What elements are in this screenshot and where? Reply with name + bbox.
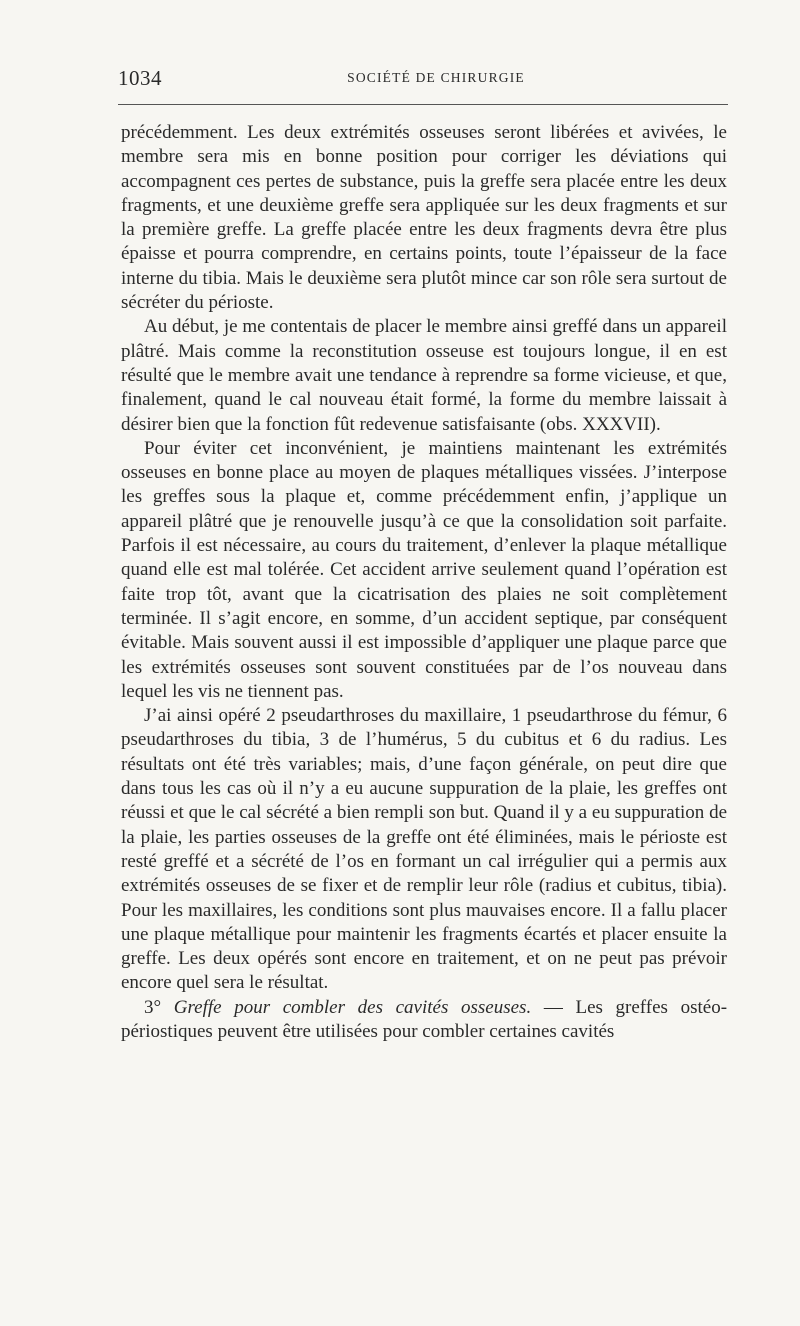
section-paragraph <box>121 996 727 1045</box>
paragraph: J’ai ainsi opéré 2 pseudarthroses du maxillaire, 1 pseudarthrose du fémur, 6 pseudarthroses du tibia, 3 de l’humérus, 5 du cubitus et 6 du radius. Les résultats ont été très variables; mais, d’une façon générale, on peut dire que dans tous les cas où il n’y a eu aucune suppuration de la plaie, les greffes ont réussi et que le cal sécrété a bien rempli son but. Quand il y a eu suppuration de la plaie, les parties osseuses de la greffe ont été éliminées, mais le périoste est resté greffé et a sécrété de l’os en formant un cal irrégulier qui a permis aux extrémités osseuses de se fixer et de remplir leur rôle (radius et cubitus, tibia). Pour les maxillaires, les conditions sont plus mauvaises encore. Il a fallu placer une plaque métallique pour maintenir les fragments écartés et placer ensuite la greffe. Les deux opérés sont encore en traitement, et on ne peut pas prévoir encore quel sera le résultat. <box>121 705 727 994</box>
page-number: 1034 <box>118 66 162 90</box>
section-title: Greffe pour combler des cavités osseuses. <box>173 996 532 1018</box>
section-text: — Les greffes ostéo-périostiques peuvent être utilisées pour combler certaines cavités <box>121 996 728 1042</box>
paragraph: précédemment. Les deux extrémités osseuses seront libérées et avivées, le membre sera mis en bonne position pour corriger les déviations qui accompagnent ces pertes de substance, puis la greffe sera placée entre les deux fragments, et une deuxième greffe sera appliquée sur les deux fragments et sur la première greffe. La greffe placée entre les deux fragments devra être plus épaisse et pourra comprendre, en certains points, toute l’épaisseur de la face interne du tibia. Mais le deuxième sera plutôt mince car son rôle sera surtout de sécréter du périoste. <box>121 122 727 314</box>
page-header <box>118 66 726 96</box>
section-number: 3° <box>144 996 162 1018</box>
body-text <box>121 121 727 1044</box>
running-head: SOCIÉTÉ DE CHIRURGIE <box>347 70 525 85</box>
header-rule <box>118 104 728 105</box>
paragraph: Au début, je me contentais de placer le membre ainsi greffé dans un appareil plâtré. Mais comme la reconstitution osseuse est toujours longue, il en est résulté que le membre avait une tendance à reprendre sa forme vicieuse, et que, finalement, quand le cal nouveau était formé, la forme du membre laissait à désirer bien que la fonction fût redevenue satisfaisante (obs. XXXVII). <box>121 316 727 435</box>
paragraph: Pour éviter cet inconvénient, je maintiens maintenant les extrémités osseuses en bonne place au moyen de plaques métalliques vissées. J’interpose les greffes sous la plaque et, comme précédemment enfin, j’applique un appareil plâtré que je renouvelle jusqu’à ce que la consolidation soit parfaite. Parfois il est nécessaire, au cours du traitement, d’enlever la plaque métallique quand elle est mal tolérée. Cet accident arrive seulement quand l’opération est faite trop tôt, avant que la cicatrisation des plaies ne soit complètement terminée. Il s’agit encore, en somme, d’un accident septique, par conséquent évitable. Mais souvent aussi il est impossible d’appliquer une plaque parce que les extrémités osseuses sont souvent constituées par de l’os nouveau dans lequel les vis ne tiennent pas. <box>121 437 727 702</box>
